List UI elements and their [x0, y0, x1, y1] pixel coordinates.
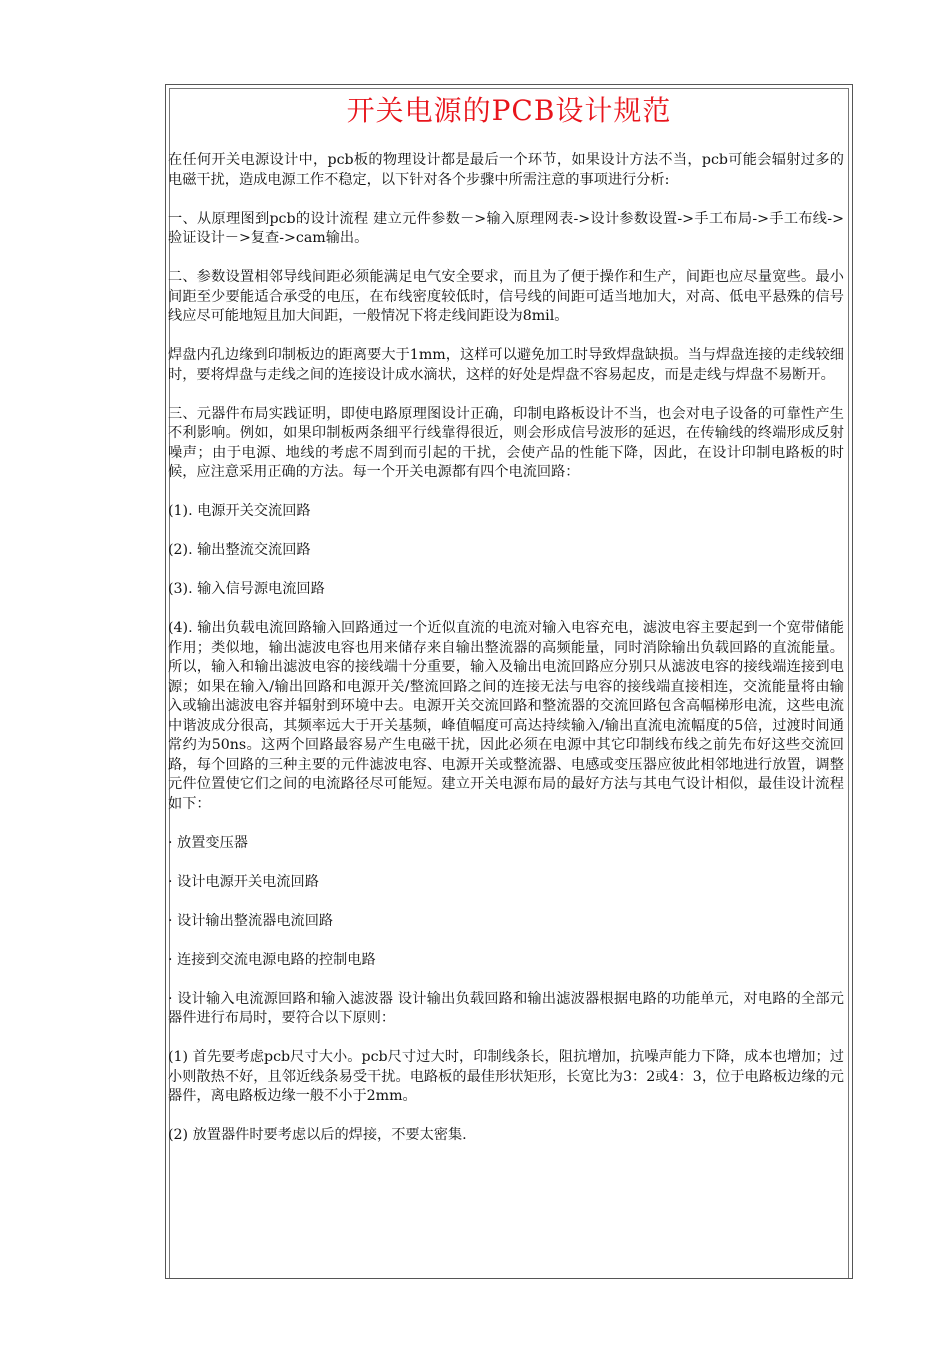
- paragraph-intro: 在任何开关电源设计中，pcb板的物理设计都是最后一个环节，如果设计方法不当，pcb可能会辐射过多的电磁干扰，造成电源工作不稳定，以下针对各个步骤中所需注意的事项进行分析:: [168, 152, 844, 188]
- flow-step-switch-loop: · 设计电源开关电流回路: [168, 873, 319, 890]
- paragraph-pad-spacing: 焊盘内孔边缘到印制板边的距离要大于1mm，这样可以避免加工时导致焊盘缺损。当与焊盘连接的走线较细时，要将焊盘与走线之间的连接设计成水滴状，这样的好处是焊盘不容易起皮，而是走线与焊盘不易断开。: [168, 347, 844, 383]
- principle-1: (1) 首先要考虑pcb尺寸大小。pcb尺寸过大时，印制线条长，阻抗增加，抗噪声能力下降，成本也增加；过小则散热不好，且邻近线条易受干扰。电路板的最佳形状矩形，长宽比为3：2或4：3，位于电路板边缘的元器件，离电路板边缘一般不小于2mm。: [168, 1049, 844, 1104]
- flow-step-transformer: · 放置变压器: [168, 834, 248, 851]
- document-frame: [165, 84, 853, 1279]
- flow-step-input-filter: · 设计输入电流源回路和输入滤波器 设计输出负载回路和输出滤波器根据电路的功能单元，对电路的全部元器件进行布局时，要符合以下原则：: [168, 990, 844, 1026]
- paragraph-section-1: 一、从原理图到pcb的设计流程 建立元件参数－>输入原理网表->设计参数设置->手工布局->手工布线->验证设计－>复查->cam输出。: [168, 210, 844, 246]
- document-body: [168, 151, 844, 1165]
- paragraph-section-2: 二、参数设置相邻导线间距必须能满足电气安全要求，而且为了便于操作和生产，间距也应尽量宽些。最小间距至少要能适合承受的电压，在布线密度较低时，信号线的间距可适当地加大，对高、低电平悬殊的信号线应尽可能地短且加大间距，一般情况下将走线间距设为8mil。: [168, 269, 844, 324]
- list-item-loop-1: (1). 电源开关交流回路: [168, 503, 311, 519]
- principle-2: (2) 放置器件时要考虑以后的焊接，不要太密集.: [168, 1127, 467, 1143]
- flow-step-rectifier-loop: · 设计输出整流器电流回路: [168, 912, 334, 929]
- document-title: 开关电源的PCB设计规范: [346, 94, 672, 127]
- list-item-loop-2: (2). 输出整流交流回路: [168, 542, 311, 558]
- paragraph-section-3: 三、元器件布局实践证明，即使电路原理图设计正确，印制电路板设计不当，也会对电子设备的可靠性产生不利影响。例如，如果印制板两条细平行线靠得很近，则会形成信号波形的延迟，在传输线的终端形成反射噪声；由于电源、地线的考虑不周到而引起的干扰，会使产品的性能下降，因此，在设计印制电路板的时候，应注意采用正确的方法。每一个开关电源都有四个电流回路：: [168, 405, 844, 480]
- flow-step-control-circuit: · 连接到交流电源电路的控制电路: [168, 951, 376, 968]
- list-item-loop-3: (3). 输入信号源电流回路: [168, 581, 325, 597]
- list-item-loop-4: (4). 输出负载电流回路输入回路通过一个近似直流的电流对输入电容充电，滤波电容主要起到一个宽带储能作用；类似地，输出滤波电容也用来储存来自输出整流器的高频能量，同时消除输出负载回路的直流能量。所以，输入和输出滤波电容的接线端十分重要，输入及输出电流回路应分别只从滤波电容的接线端连接到电源；如果在输入/输出回路和电源开关/整流回路之间的连接无法与电容的接线端直接相连，交流能量将由输入或输出滤波电容并辐射到环境中去。电源开关交流回路和整流器的交流回路包含高幅梯形电流，这些电流中谐波成分很高，其频率远大于开关基频，峰值幅度可高达持续输入/输出直流电流幅度的5倍，过渡时间通常约为50ns。这两个回路最容易产生电磁干扰，因此必须在电源中其它印制线布线之前先布好这些交流回路，每个回路的三种主要的元件滤波电容、电源开关或整流器、电感或变压器应彼此相邻地进行放置，调整元件位置使它们之间的电流路径尽可能短。建立开关电源布局的最好方法与其电气设计相似，最佳设计流程如下：: [168, 620, 844, 812]
